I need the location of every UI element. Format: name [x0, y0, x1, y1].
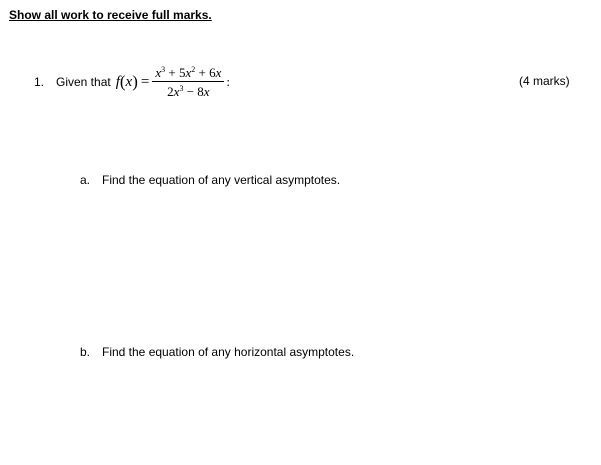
function-definition: [116, 65, 230, 99]
part-text: Find the equation of any vertical asymptotes.: [102, 173, 341, 187]
instruction-heading: Show all work to receive full marks.: [9, 8, 212, 22]
part-letter: a.: [80, 173, 91, 187]
part-a: [80, 173, 340, 187]
equals-sign: =: [140, 73, 150, 90]
part-letter: b.: [80, 345, 91, 359]
denominator: $2x^3 - 8x$: [167, 84, 210, 99]
function-variable: x: [125, 73, 133, 90]
function-name: f: [115, 73, 120, 90]
colon: :: [226, 74, 231, 89]
rational-expression: [152, 65, 224, 99]
marks-label: (4 marks): [519, 74, 570, 88]
open-paren: (: [119, 72, 126, 91]
part-b: [80, 345, 354, 359]
question-intro: Given that: [56, 75, 111, 89]
part-text: Find the equation of any horizontal asymptotes.: [102, 345, 355, 359]
question-1: [34, 60, 230, 104]
numerator: $x^3 + 5x^2 + 6x$: [152, 65, 224, 82]
question-number: 1.: [34, 75, 45, 89]
close-paren: ): [132, 72, 138, 91]
